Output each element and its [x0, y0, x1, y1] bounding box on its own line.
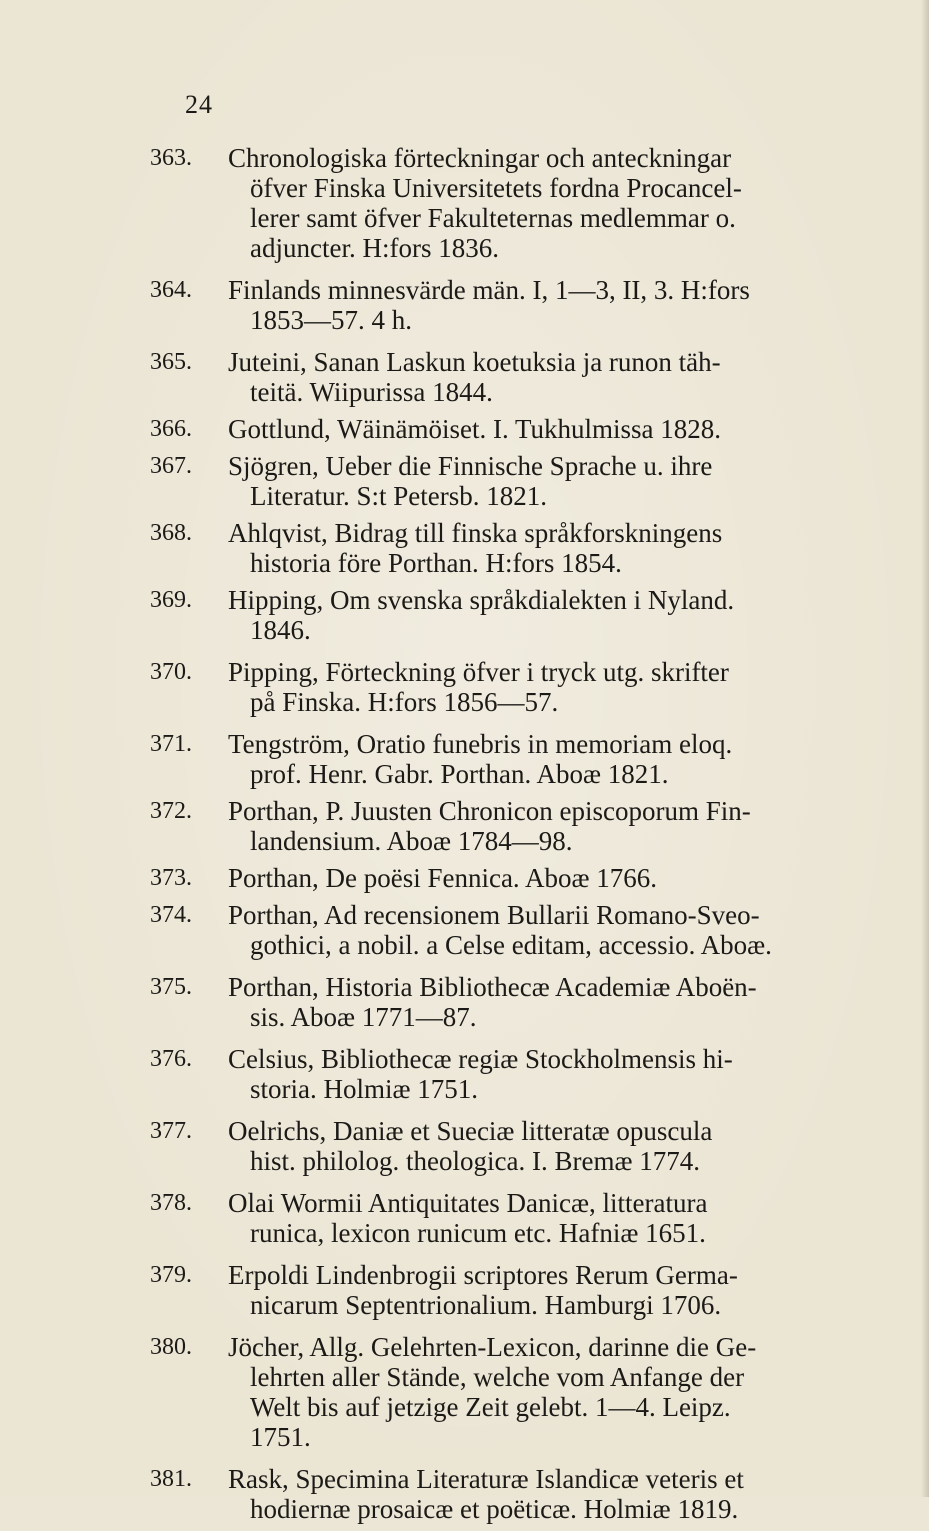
- bibliography-entry: [150, 657, 840, 717]
- bibliography-entry: [150, 972, 840, 1032]
- bibliography-entry: [150, 796, 840, 856]
- bibliography-entry: [150, 414, 840, 444]
- entry-line: Celsius, Bibliothecæ regiæ Stockholmensis hi-: [228, 1044, 733, 1074]
- entry-text: [228, 143, 840, 263]
- entry-text: [228, 451, 840, 511]
- entry-number: 365.: [150, 349, 192, 375]
- entry-line: 1846.: [250, 615, 311, 645]
- bibliography-entry: [150, 1188, 840, 1248]
- entry-text: [228, 414, 840, 444]
- entry-number: 378.: [150, 1190, 192, 1216]
- entry-line: Porthan, Ad recensionem Bullarii Romano-Sveo-: [228, 900, 760, 930]
- bibliography-entry: [150, 1332, 840, 1452]
- bibliography-entry: [150, 1116, 840, 1176]
- bibliography-list: [150, 143, 840, 1531]
- bibliography-entry: [150, 1464, 840, 1524]
- entry-line: Olai Wormii Antiquitates Danicæ, litteratura: [228, 1188, 708, 1218]
- entry-text: [228, 1332, 840, 1452]
- entry-line: Finlands minnesvärde män. I, 1—3, II, 3. H:fors: [228, 275, 750, 305]
- entry-line: Jöcher, Allg. Gelehrten-Lexicon, darinne die Ge-: [228, 1332, 757, 1362]
- bibliography-entry: [150, 275, 840, 335]
- entry-line: sis. Aboæ 1771—87.: [250, 1002, 477, 1032]
- entry-line: teitä. Wiipurissa 1844.: [250, 377, 493, 407]
- bibliography-entry: [150, 451, 840, 511]
- entry-number: 377.: [150, 1118, 192, 1144]
- entry-number: 369.: [150, 587, 192, 613]
- entry-line: gothici, a nobil. a Celse editam, accessio. Aboæ.: [250, 930, 772, 960]
- entry-line: Porthan, De poësi Fennica. Aboæ 1766.: [228, 863, 657, 893]
- entry-line: Porthan, P. Juusten Chronicon episcoporum Fin-: [228, 796, 751, 826]
- entry-number: 380.: [150, 1334, 192, 1360]
- entry-text: [228, 1116, 840, 1176]
- entry-text: [228, 1464, 840, 1524]
- entry-text: [228, 900, 840, 960]
- entry-text: [228, 585, 840, 645]
- bibliography-entry: [150, 347, 840, 407]
- entry-number: 363.: [150, 145, 192, 171]
- entry-number: 371.: [150, 731, 192, 757]
- entry-line: Oelrichs, Daniæ et Sueciæ litteratæ opuscula: [228, 1116, 713, 1146]
- entry-number: 367.: [150, 453, 192, 479]
- entry-number: 379.: [150, 1262, 192, 1288]
- entry-line: på Finska. H:fors 1856—57.: [250, 687, 559, 717]
- entry-line: runica, lexicon runicum etc. Hafniæ 1651.: [250, 1218, 706, 1248]
- entry-number: 370.: [150, 659, 192, 685]
- entry-line: prof. Henr. Gabr. Porthan. Aboæ 1821.: [250, 759, 669, 789]
- bibliography-entry: [150, 1044, 840, 1104]
- entry-text: [228, 796, 840, 856]
- entry-line: Rask, Specimina Literaturæ Islandicæ veteris et: [228, 1464, 744, 1494]
- entry-line: Tengström, Oratio funebris in memoriam eloq.: [228, 729, 733, 759]
- entry-line: lerer samt öfver Fakulteternas medlemmar o.: [250, 203, 736, 233]
- page-number: 24: [185, 90, 213, 119]
- entry-number: 372.: [150, 798, 192, 824]
- bibliography-entry: [150, 729, 840, 789]
- entry-line: Hipping, Om svenska språkdialekten i Nyland.: [228, 585, 735, 615]
- entry-line: Porthan, Historia Bibliothecæ Academiæ Aboën-: [228, 972, 757, 1002]
- entry-text: [228, 1044, 840, 1104]
- entry-line: adjuncter. H:fors 1836.: [250, 233, 499, 263]
- entry-line: historia före Porthan. H:fors 1854.: [250, 548, 622, 578]
- entry-number: 376.: [150, 1046, 192, 1072]
- bibliography-entry: [150, 518, 840, 578]
- page-edge-shadow: [921, 0, 929, 1497]
- entry-text: [228, 863, 840, 893]
- entry-number: 373.: [150, 865, 192, 891]
- entry-text: [228, 657, 840, 717]
- entry-text: [228, 275, 840, 335]
- entry-line: öfver Finska Universitetets fordna Procancel-: [250, 173, 742, 203]
- entry-line: Literatur. S:t Petersb. 1821.: [250, 481, 547, 511]
- bibliography-entry: [150, 585, 840, 645]
- entry-number: 381.: [150, 1466, 192, 1492]
- entry-line: Sjögren, Ueber die Finnische Sprache u. ihre: [228, 451, 713, 481]
- entry-line: Erpoldi Lindenbrogii scriptores Rerum Germa-: [228, 1260, 738, 1290]
- entry-number: 366.: [150, 416, 192, 442]
- entry-line: hodiernæ prosaicæ et poëticæ. Holmiæ 1819.: [250, 1494, 739, 1524]
- entry-line: nicarum Septentrionalium. Hamburgi 1706.: [250, 1290, 722, 1320]
- bibliography-entry: [150, 900, 840, 960]
- entry-number: 375.: [150, 974, 192, 1000]
- entry-line: storia. Holmiæ 1751.: [250, 1074, 478, 1104]
- entry-line: landensium. Aboæ 1784—98.: [250, 826, 573, 856]
- entry-text: [228, 972, 840, 1032]
- entry-line: Welt bis auf jetzige Zeit gelebt. 1—4. Leipz.: [250, 1392, 731, 1422]
- entry-text: [228, 1260, 840, 1320]
- entry-number: 374.: [150, 902, 192, 928]
- entry-line: 1853—57. 4 h.: [250, 305, 412, 335]
- entry-line: Juteini, Sanan Laskun koetuksia ja runon täh-: [228, 347, 721, 377]
- entry-line: Chronologiska förteckningar och anteckningar: [228, 143, 732, 173]
- entry-number: 368.: [150, 520, 192, 546]
- entry-line: hist. philolog. theologica. I. Bremæ 1774.: [250, 1146, 700, 1176]
- entry-line: Ahlqvist, Bidrag till finska språkforskningens: [228, 518, 723, 548]
- entry-text: [228, 347, 840, 407]
- entry-text: [228, 1188, 840, 1248]
- bibliography-entry: [150, 143, 840, 263]
- entry-text: [228, 729, 840, 789]
- entry-line: Pipping, Förteckning öfver i tryck utg. skrifter: [228, 657, 729, 687]
- bibliography-entry: [150, 863, 840, 893]
- entry-line: lehrten aller Stände, welche vom Anfange der: [250, 1362, 745, 1392]
- entry-text: [228, 518, 840, 578]
- entry-number: 364.: [150, 277, 192, 303]
- bibliography-entry: [150, 1260, 840, 1320]
- entry-line: 1751.: [250, 1422, 311, 1452]
- entry-line: Gottlund, Wäinämöiset. I. Tukhulmissa 1828.: [228, 414, 722, 444]
